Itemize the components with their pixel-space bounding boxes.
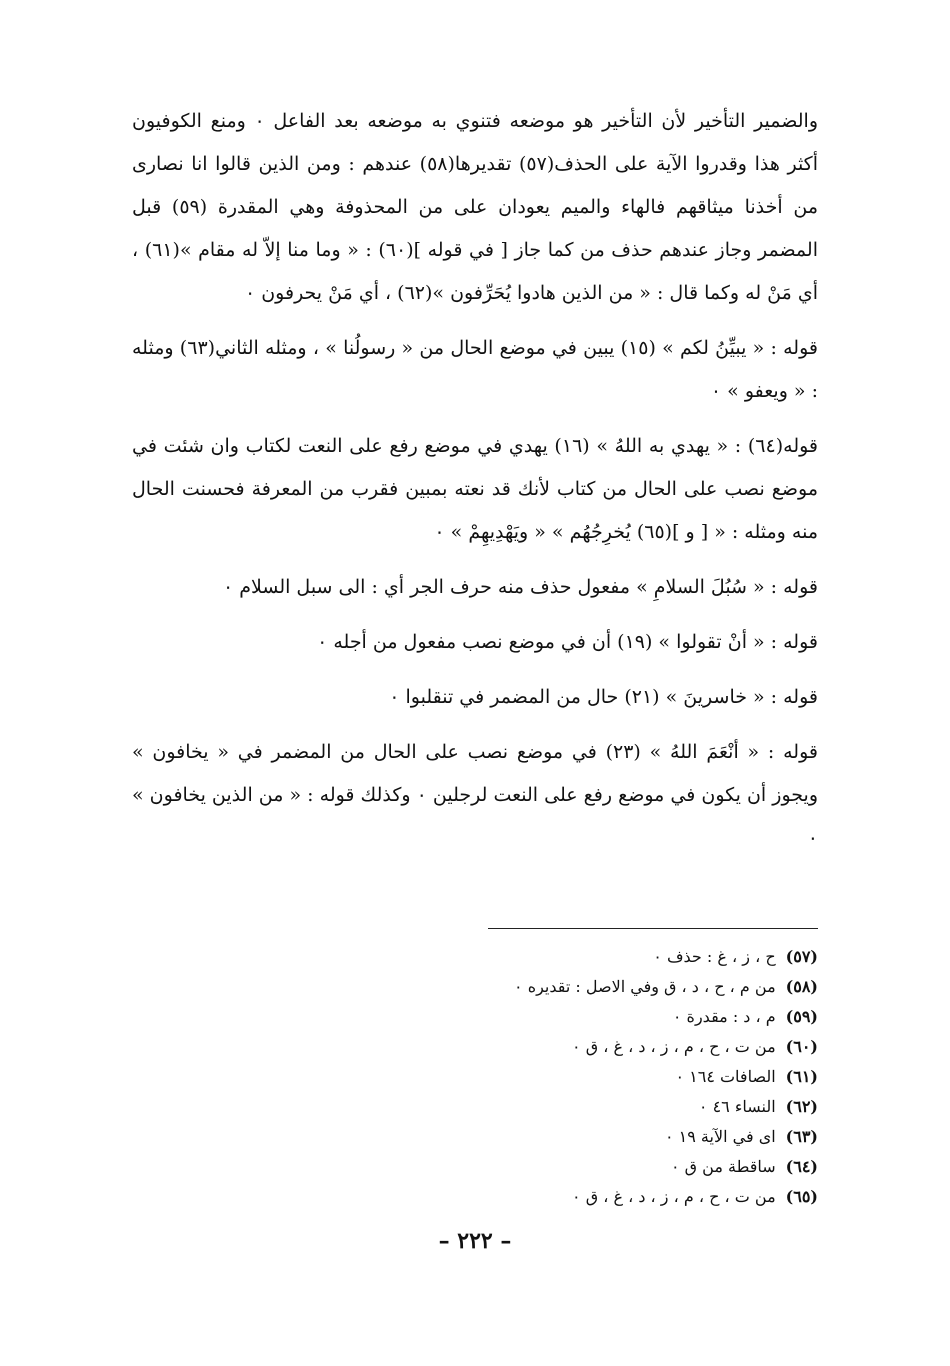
footnote-number: (٥٧)	[785, 947, 818, 966]
paragraph-4: قوله : « سُبُلَ السلامِ » مفعول حذف منه حرف الجر أي : الى سبل السلام ٠	[223, 576, 818, 598]
footnote-text: من ت ، ح ، م ، ز ، د ، غ ، ق ٠	[572, 1187, 776, 1206]
footnote-text: من م ، ح ، د ، ق وفي الاصل : تقديره ٠	[514, 977, 776, 996]
paragraph-7: قوله : « أنْعَمَ اللهُ » (٢٣) في موضع نصب على الحال من المضمر في « يخافون » ويجوز أن يكون في موضع رفع على النعت لرجلين ٠ وكذلك قوله : « من الذين يخافون » ٠	[132, 741, 818, 849]
footnote-number: (٦٤)	[785, 1157, 818, 1176]
footnote-item	[132, 1062, 818, 1092]
paragraph-5: قوله : « أنْ تقولوا » (١٩) أن في موضع نصب مفعول من أجله ٠	[317, 631, 818, 653]
footnotes-list	[132, 942, 818, 1212]
footnote-number: (٦٣)	[785, 1127, 818, 1146]
footnote-text: ساقطة من ق ٠	[671, 1157, 776, 1176]
page-number: – ٢٢٢ –	[438, 1228, 512, 1254]
footnote-divider	[488, 928, 818, 929]
footnote-item	[132, 1122, 818, 1152]
footnote-number: (٥٨)	[785, 977, 818, 996]
footnote-item	[132, 1002, 818, 1032]
paragraph-6: قوله : « خاسرينَ » (٢١) حال من المضمر في تنقلبوا ٠	[389, 686, 818, 708]
footnote-number: (٦٢)	[785, 1097, 818, 1116]
paragraph-2: قوله : « يبيِّنُ لكم » (١٥) يبين في موضع الحال من « رسولُنا » ، ومثله الثاني(٦٣) ومثله : « ويعفو » ٠	[132, 337, 818, 402]
footnote-number: (٦٥)	[785, 1187, 818, 1206]
footnote-text: ح ، ز ، غ : حذف ٠	[653, 947, 776, 966]
footnote-item	[132, 942, 818, 972]
footnote-item	[132, 1182, 818, 1212]
paragraph-3: قوله(٦٤) : « يهدي به اللهُ » (١٦) يهدي في موضع رفع على النعت لكتاب وان شئت في موضع نصب على الحال من كتاب لأنك قد نعته بمبين فقرب من المعرفة فحسنت الحال منه ومثله : « [ و ](٦٥) يُخرِجُهُم » « ويَهْدِيهِمْ » ٠	[132, 435, 819, 543]
footnote-text: النساء ٤٦ ٠	[698, 1097, 776, 1116]
footnote-item	[132, 1092, 818, 1122]
footnote-item	[132, 1152, 818, 1182]
main-text	[132, 100, 818, 872]
footnote-item	[132, 972, 818, 1002]
footnote-number: (٦١)	[785, 1067, 818, 1086]
footnote-number: (٥٩)	[785, 1007, 818, 1026]
paragraph-1: والضمير التأخير لأن التأخير هو موضعه فتنوي به موضعه بعد الفاعل ٠ ومنع الكوفيون أكثر هذا وقدروا الآية على الحذف(٥٧) تقديرها(٥٨) عندهم : ومن الذين قالوا انا نصارى من أخذنا ميثاقهم فالهاء والميم يعودان على من المحذوفة وهي المقدرة (٥٩) قبل المضمر وجاز عندهم حذف من كما جاز [ في قوله ](٦٠) : « وما منا إلاّ له مقام »(٦١) ، أي مَنْ له وكما قال : « من الذين هادوا يُحَرِّفون »(٦٢) ، أي مَنْ يحرفون ٠	[132, 110, 818, 304]
footnote-text: اى في الآية ١٩ ٠	[664, 1127, 776, 1146]
footnote-text: م ، د : مقدرة ٠	[672, 1007, 776, 1026]
footnote-item	[132, 1032, 818, 1062]
footnote-text: من ت ، ح ، م ، ز ، د ، غ ، ق ٠	[572, 1037, 776, 1056]
footnote-number: (٦٠)	[785, 1037, 818, 1056]
footnote-text: الصافات ١٦٤ ٠	[675, 1067, 776, 1086]
